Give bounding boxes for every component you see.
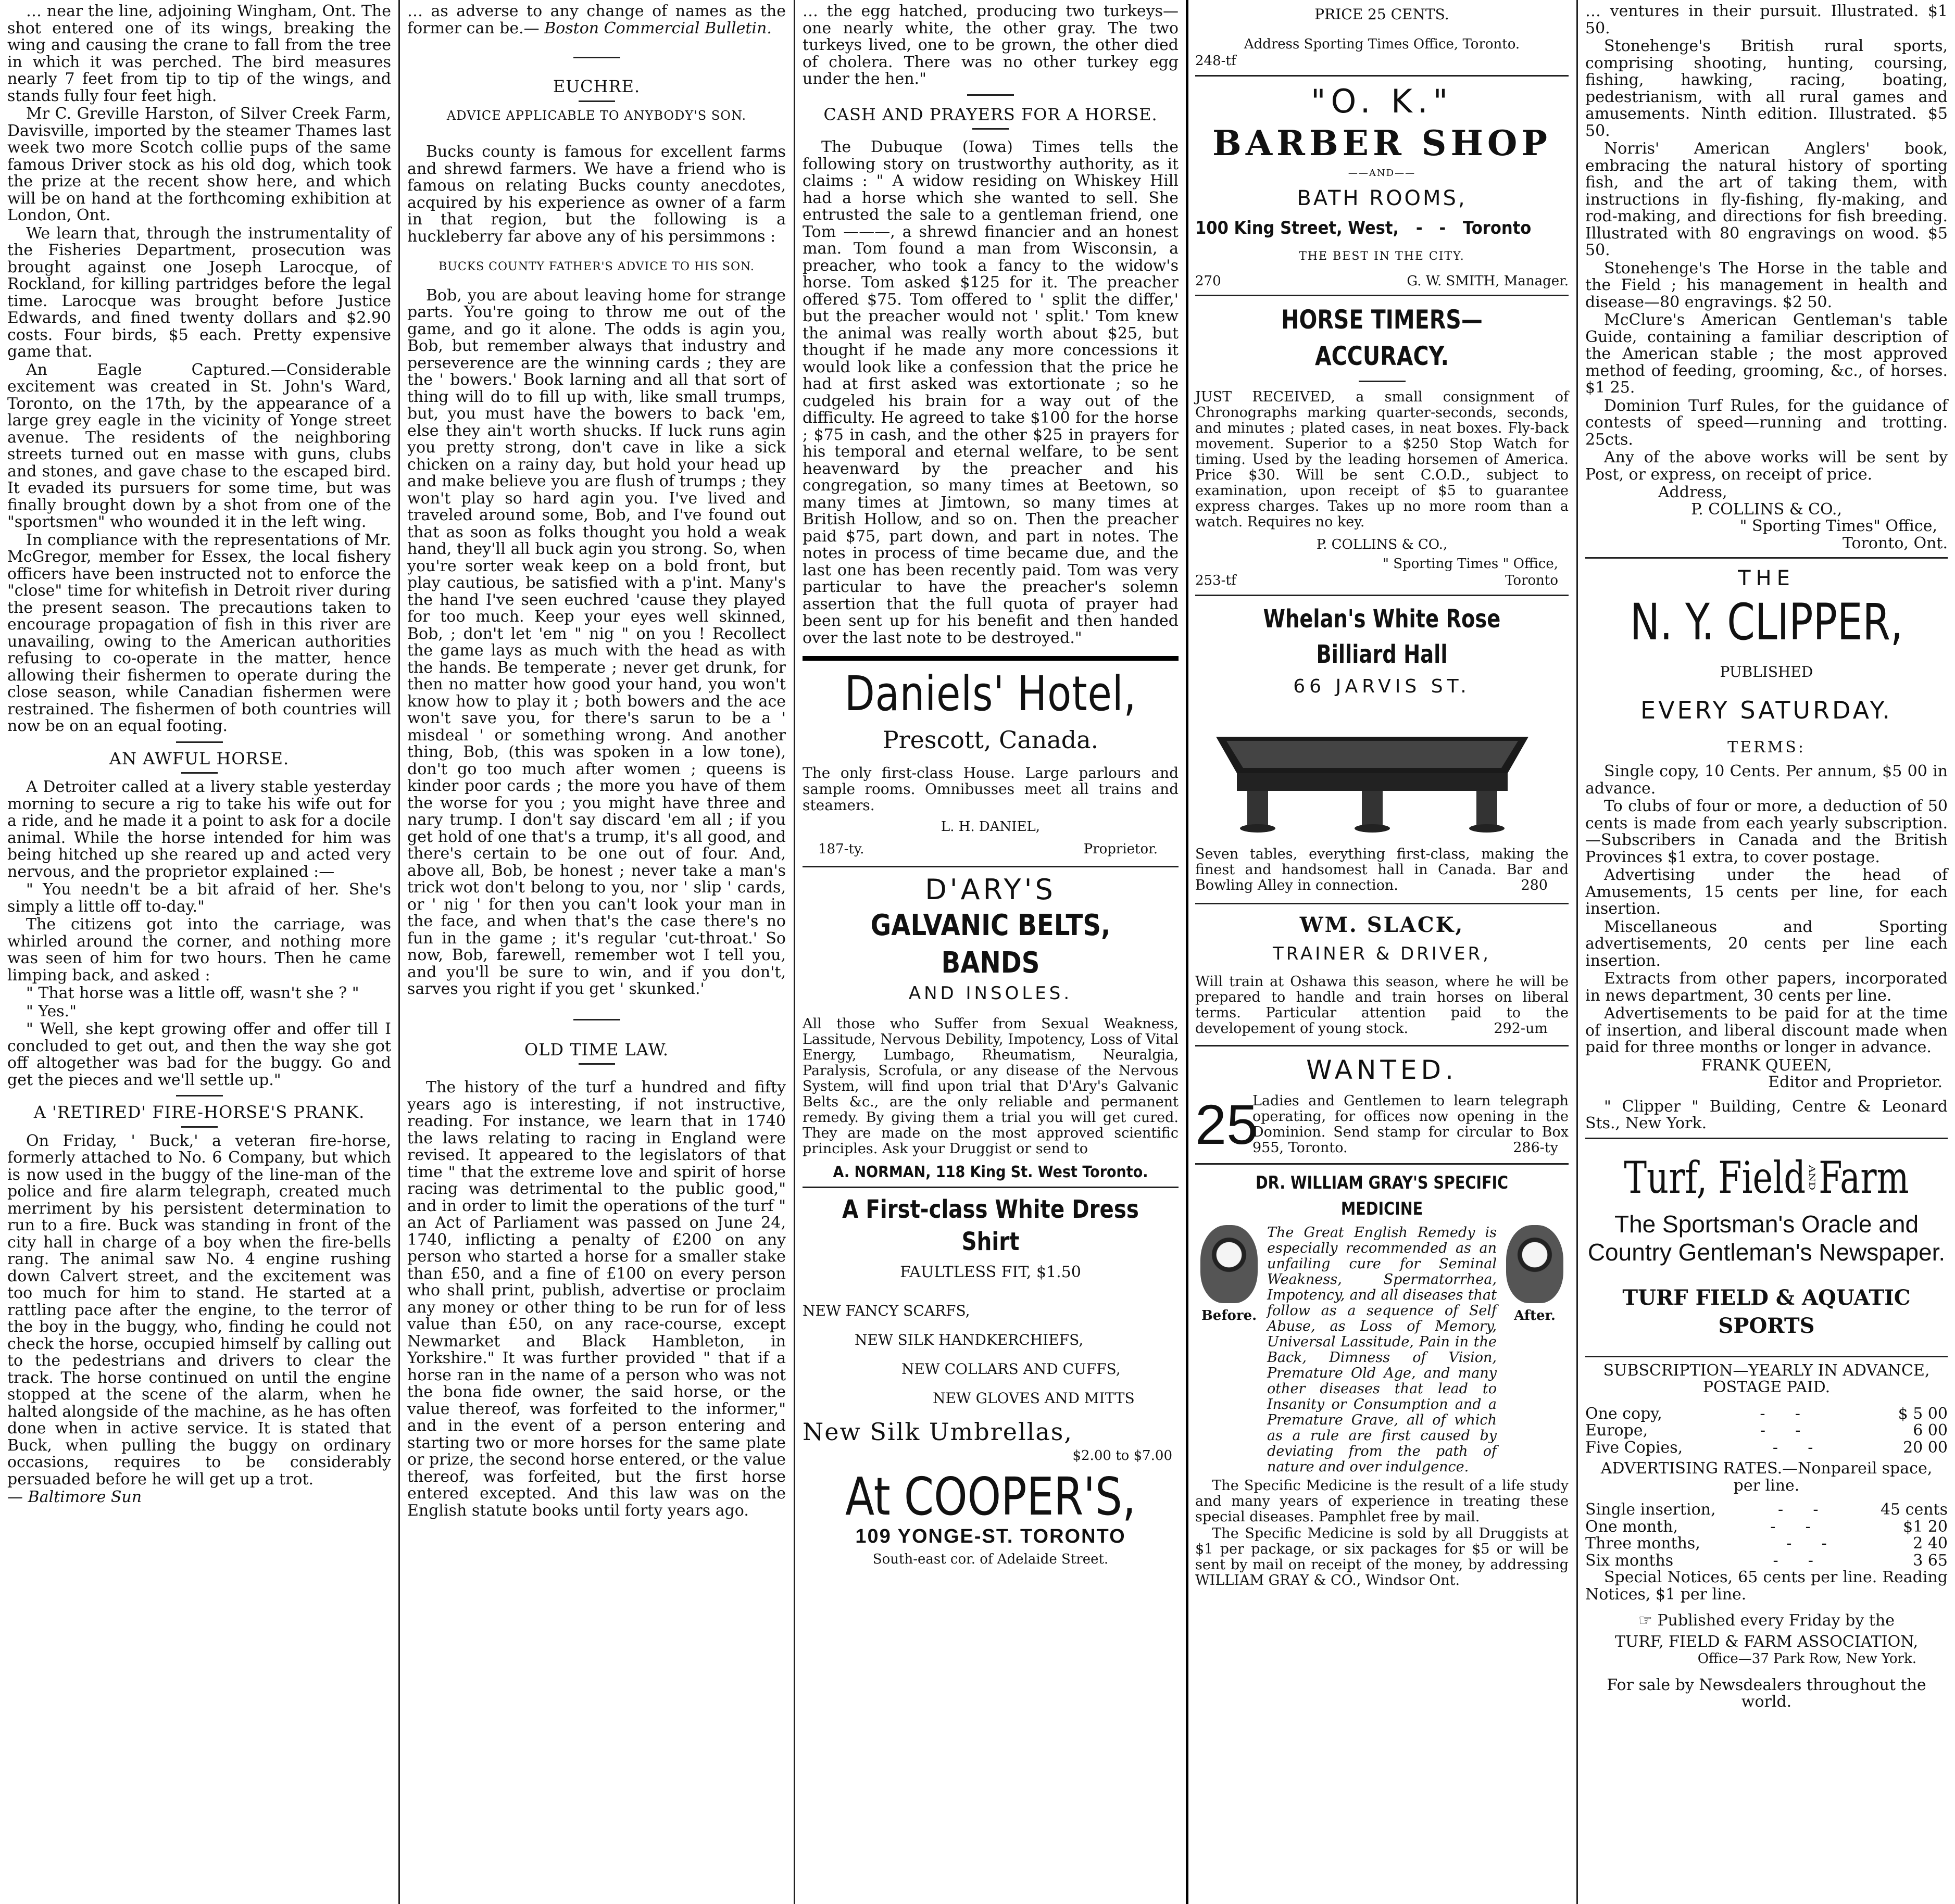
ad-rule — [1585, 1138, 1948, 1139]
books-address-label: Address, — [1658, 483, 1727, 501]
heading-euchre: EUCHRE. — [553, 77, 641, 96]
article-whitefish: In compliance with the representations of Mr. McGregor, member for Essex, the local fishery officers have been instructed not to enforce the "close" time for whitefish in Detroit river during the present season. The precautions taken to encourage propagation of fish in this river are unavailing, owing to the American authorities refusing to co-operate in the matter, hence allowing their fishermen to operate during the close season, while Canadian fishermen were restrained. The fishermen of both countries will now be on an equal footing. — [7, 531, 391, 735]
ad-wanted — [1195, 1052, 1569, 1156]
book-stonehenge-horse: Stonehenge's The Horse in the table and the Field ; his management in health and disease—80 engravings. $2 50. — [1585, 259, 1948, 311]
timers-firm: P. COLLINS & CO., — [1316, 537, 1448, 552]
shirt-umbrellas: New Silk Umbrellas, — [803, 1418, 1073, 1446]
wanted-number: 25 — [1195, 1093, 1258, 1156]
book-norris-anglers: Norris' American Anglers' book, embracing the natural history of sporting fish, and the art of taking them, with instructions in fly-fishing, fly-making, and rod-making, and directions for fish breeding. Illustrated with 80 engravings on wood. $5 50. — [1585, 140, 1948, 259]
awful-p4: " That horse was a little off, wasn't she ? " — [26, 984, 359, 1002]
coopers-name: At COOPER'S, — [845, 1466, 1136, 1527]
divider — [579, 1063, 615, 1065]
wanted-title: WANTED. — [1306, 1055, 1458, 1085]
barber-city: Toronto — [1462, 218, 1532, 238]
whelan-text: Seven tables, everything first-class, making the finest and handsomest hall in Canada. Bar and Bowling Alley in connection. — [1195, 846, 1569, 893]
timers-city: Toronto — [1505, 573, 1558, 588]
and-label: AND — [1369, 167, 1395, 179]
awful-p3: The citizens got into the carriage, was whirled around the corner, and nothing more was seen of him for two hours. Then he came limping back, and asked : — [7, 915, 391, 985]
heading-old-time-law: OLD TIME LAW. — [524, 1039, 669, 1060]
divider — [176, 741, 223, 743]
ad-ny-clipper — [1585, 564, 1948, 1132]
tff-office: Office—37 Park Row, New York. — [1697, 1651, 1916, 1667]
awful-p2: " You needn't be a bit afraid of her. She's simply a little off to-day." — [7, 880, 391, 916]
retired-p1: On Friday, ' Buck,' a veteran fire-horse, formerly attached to No. 6 Company, but which is now used in the buggy of the line-man of the police and fire alarm telegraph, created much merriment by his persistent determination to run to a fire. Buck was standing in front of the city hall in charge of a boy when the fire-bells rang. The animal saw No. 4 engine rushing down Calvert street, and the excitement was too much for him to stand. He started at a rattling pace after the engine, to the terror of the boy in the buggy, who, finding he could not check the horse, occupied himself by calling out to the pedestrians and drivers to clear the track. The horse continued on until the engine stopped at the scene of the alarm, when he halted alongside of the machine, as he has often done when in active service. It is stated that Buck, when pulling the buggy on ordinary occasions, requires to be considerably persuaded before he will get up a trot. — [7, 1131, 391, 1489]
clipper-term-1: Single copy, 10 Cents. Per annum, $5 00 in advance. — [1585, 762, 1948, 798]
cash-p1: The Dubuque (Iowa) Times tells the following story on trustworthy authority, as it claims : " A widow residing on Whiskey Hill had a horse which she wanted to sell. She entrusted the sale to a gentleman friend, one Tom ———, a shrewd financier and an honest man. Tom found a man from Wisconsin, a preacher, who took a fancy to the widow's horse. Tom asked $125 for it. The preacher offered $75. Tom offered to ' split the differ,' but the preacher would not ' split.' Tom knew the animal was really worth about $25, but thought if he made any more concessions it would look like a confession that the price he had at first asked was extortionate ; so he cudgeled his brain for a way out of the difficulty. He agreed to take $100 for the horse ; $75 in cash, and the other $25 in prayers for his temporal and eternal welfare, to be sent heavenward by the preacher and his congregation, so many times at Beetown, so many times at Jimtown, so many times at British Hollow, and so on. Then the preacher paid $75, part down, and part in notes. The notes in process of time became due, and the last one has been recently paid. Tom was very particular to have the preacher's solemn assertion that the full quota of prayer had been sent up for his benefit and then handed over the last note to be destroyed." — [803, 138, 1179, 647]
euchre-advice: Bob, you are about leaving home for strange parts. You're going to throw me out of the game, and go it alone. The odds is agin you, Bob, but remember always that industry and perseverence are the winning cards ; they are the ' bowers.' Book larning and all that sort of thing will do to fill up with, like small trumps, but, you must have the bowers to back 'em, else they ain't worth shucks. If luck runs agin you pretty strong, don't cave in like a sick chicken on a rainy day, but hold your head up and make believe you are flush of trumps ; they won't play so hard agin you. I've lived and traveled around some, Bob, and I've found out that as soon as folks thought you hold a weak hand, they'll all buck agin you strong. So, when you're sorter weak keep on a bold front, but play cautious, be satisfied with a p'int. Many's the hand I've seen euchred 'cause they played for too much. Keep your eyes well skinned, Bob, ; don't let 'em " nig " on you ! Recollect the game lays as much with the head as with the hands. Be temperate ; never get drunk, for then no matter how good your hand, you won't know how to play it ; both bowers and the ace won't save you, for there's sarun to be a ' misdeal ' or something wrong. And another thing, Bob, (this was spoken in a low tone), don't go too much after women ; queens is kinder poor cards ; the more you have of them the worse for you ; you might have three and nary trump. I don't say discard 'em all ; if you get hold of one that's a trump, it's all good, and there's certain to be one out of four. And, above all, Bob, be honest ; never take a man's trick wot don't belong to you, nor ' slip ' cards, or ' nig ' for then you can't look your man in the face, and when that's the case there's no fun in the game ; it's regular 'cut-throat.' So now, Bob, farewell, remember wot I tell you, and you'll be sure to win, and if you don't, sarves you right if you get ' skunked.' — [407, 286, 786, 998]
barber-street: 100 King Street, West, — [1195, 218, 1399, 238]
column-4 — [1188, 0, 1576, 1904]
ad-rule — [803, 656, 1179, 661]
tff-newsdealers: For sale by Newsdealers throughout the world. — [1607, 1675, 1926, 1711]
ok-title: "O. K." — [1310, 82, 1453, 120]
daniels-role: Proprietor. — [1083, 841, 1158, 857]
clipper-title: N. Y. CLIPPER, — [1630, 593, 1903, 651]
tff-and: AND — [1807, 1165, 1818, 1190]
gray-p3: The Specific Medicine is sold by all Druggists at $1 per package, or six packages for $5 or will be sent by mail on receipt of the money, by addressing WILLIAM GRAY & CO., Windsor Ont. — [1195, 1525, 1569, 1588]
clipper-the: THE — [1738, 566, 1795, 590]
book-turf-rules: Dominion Turf Rules, for the guidance of contests of speed—running and trotting. 25cts. — [1585, 396, 1948, 449]
whelan-address: 66 JARVIS ST. — [1293, 675, 1471, 697]
tff-special: Special Notices, 65 cents per line. Reading Notices, $1 per line. — [1585, 1568, 1948, 1604]
ad-ok-barber: "O. K." BARBER SHOP ——AND—— BATH ROOMS, 100 King Street, West, - - Toronto THE BEST IN THE CITY. 270 G. W. SMITH, Manager. — [1195, 82, 1569, 289]
rate-value: $1 20 — [1903, 1517, 1948, 1536]
article-collies: Mr C. Greville Harston, of Silver Creek Farm, Davisville, imported by the steamer Thames last week two more Scotch collie pups of the same famous Driver stock as his old dog, which took the prize at the recent show here, and which will be on hand at the forthcoming exhibition at London, Ont. — [7, 105, 391, 224]
shirt-title: A First-class White Dress Shirt — [842, 1194, 1139, 1256]
ad-coopers-shirts — [803, 1193, 1179, 1568]
source-credit: Boston Commercial Bulletin. — [544, 19, 772, 37]
rate-value: 3 65 — [1913, 1551, 1948, 1570]
shirt-line-gloves: NEW GLOVES AND MITTS — [933, 1390, 1135, 1407]
clipper-term-4: Miscellaneous and Sporting advertisements, 20 cents per line each insertion. — [1585, 917, 1948, 970]
slack-code: 292-um — [1494, 1020, 1548, 1037]
shirt-fit: FAULTLESS FIT, $1.50 — [900, 1263, 1081, 1281]
ad-wm-slack — [1195, 910, 1569, 1037]
ad-rule — [1585, 1356, 1948, 1357]
article-tail: … as adverse to any change of names as the former can be.— — [407, 2, 786, 37]
subheading-advice: ADVICE APPLICABLE TO ANYBODY'S SON. — [446, 108, 747, 123]
article-partridges: We learn that, through the instrumentality of the Fisheries Department, prosecution was brought against one Joseph Larocque, of Rockland, for killing partridges before the legal time. Larocque was brought before Justice Edwards, and fined twenty dollars and $2.90 costs. Four birds, $5 each. Pretty expensive game that. — [7, 224, 391, 361]
law-p1: The history of the turf a hundred and fifty years ago is interesting, if not instructive, reading. For instance, we learn that in 1740 the laws relating to racing in England were revised. It appeared to the legislators of that time " that the extreme love and spirit of horse racing was detrimental to the public good," and in order to limit the operations of the turf " an Act of Parliament was passed on June 24, 1740, inflicting a penalty of £200 on any person who started a horse for a smaller stake than £50, and a fine of £100 on every person who shall print, publish, advertise or proclaim any money or other thing to be run for of less value than £50, on any race-course, except Newmarket and Black Hambleton, in Yorkshire." It was further provided " that if a horse ran in the name of a person who was not the bona fide owner, the said horse, or the value thereof, was forfeited to the informer," and in the event of a person entering and starting two or more horses for the same plate or prize, the second horse entered, or the value thereof, was forfeited, but the first horse entered excepted. And this law was on the English statute books until forty years ago. — [407, 1078, 786, 1520]
ad-darys-belts — [803, 873, 1179, 1181]
price-address: Address Sporting Times Office, Toronto. — [1244, 36, 1520, 52]
rate-label: One month, — [1585, 1517, 1678, 1536]
books-office: " Sporting Times" Office, — [1739, 517, 1937, 535]
tff-aquatic: TURF FIELD & AQUATIC SPORTS — [1622, 1285, 1911, 1338]
ad-rule — [1195, 595, 1569, 596]
divider — [573, 57, 620, 58]
ad-rule — [803, 866, 1179, 867]
article-crane: … near the line, adjoining Wingham, Ont. The shot entered one of its wings, breaking the wing and causing the crane to fall from the tree in which it was perched. The bird measures nearly 7 feet from tip to tip of the wings, and stands fully four feet high. — [7, 2, 391, 105]
book-stonehenge-sports: Stonehenge's British rural sports, comprising shooting, hunting, coursing, fishing, hawking, racing, boating, pedestrianism, with all rural games and amusements. Ninth edition. Illustrated. $5 50. — [1585, 37, 1948, 140]
shirt-line-collars: NEW COLLARS AND CUFFS, — [901, 1360, 1121, 1378]
awful-p1: A Detroiter called at a livery stable yesterday morning to secure a rig to take his wife out for a ride, and he made it a point to ask for a docile animal. While the horse intended for him was being hitched up she reared up and acted very nervous, and the proprietor explained :— — [7, 778, 391, 881]
ad-gray-medicine — [1195, 1170, 1569, 1588]
ad-turf-field-farm — [1585, 1152, 1948, 1711]
shirt-price: $2.00 to $7.00 — [1072, 1448, 1172, 1464]
ad-rule — [1195, 75, 1569, 77]
heading-cash-prayers: CASH AND PRAYERS FOR A HORSE. — [823, 104, 1158, 124]
whelan-title: Whelan's White Rose Billiard Hall — [1263, 604, 1501, 669]
tff-published: Published every Friday by the — [1657, 1611, 1895, 1630]
books-order: Any of the above works will be sent by Post, or express, on receipt of price. — [1585, 448, 1948, 484]
divider — [181, 772, 218, 774]
slack-name: WM. SLACK, — [1299, 913, 1464, 937]
euchre-intro: Bucks county is famous for excellent farms and shrewd farmers. We have a friend who is famous on relating Bucks county anecdotes, acquired by his experience as owner of a farm in that region, but the following is a huckleberry far above any of his persimmons : — [407, 143, 786, 246]
pointing-hand-icon: ☞ — [1638, 1611, 1658, 1630]
ad-sporting-books — [1585, 3, 1948, 552]
ad-whelans-billiard — [1195, 601, 1569, 894]
gray-title: DR. WILLIAM GRAY'S SPECIFIC MEDICINE — [1255, 1172, 1509, 1219]
divider — [573, 1019, 620, 1020]
tff-farm: Farm — [1819, 1152, 1909, 1203]
rate-label: Single insertion, — [1585, 1500, 1716, 1519]
darys-insoles: AND INSOLES. — [908, 983, 1073, 1004]
tff-subscription: SUBSCRIPTION—YEARLY IN ADVANCE, POSTAGE PAID. — [1603, 1361, 1930, 1396]
before-portrait — [1200, 1225, 1258, 1303]
shirt-line-scarfs: NEW FANCY SCARFS, — [803, 1302, 970, 1319]
book-mcclure-guide: McClure's American Gentleman's table Guide, containing a familiar description of the American stable ; the most approved method of feeding, grooming, &c., of horses. $1 25. — [1585, 311, 1948, 397]
divider — [181, 1126, 218, 1128]
price-line: PRICE 25 CENTS. — [1314, 6, 1449, 23]
wanted-code: 286-ty — [1513, 1140, 1558, 1156]
clipper-editor-role: Editor and Proprietor. — [1768, 1073, 1943, 1091]
timers-text: JUST RECEIVED, a small consignment of Chronographs marking quarter-seconds, seconds, and minutes ; plated cases, in neat boxes. Fly-back movement. Superior to a $250 Stop Watch for timing. Used by the leading horsemen of America. Price $30. Will be sent C.O.D., subject to examination, upon receipt of $5 to guarantee express charges. Takes up no more room than a watch. Requires no key. — [1195, 389, 1569, 530]
daniels-place: Prescott, Canada. — [882, 726, 1099, 754]
after-label: After. — [1514, 1307, 1556, 1323]
rate-value: $ 5 00 — [1898, 1404, 1948, 1423]
clipper-every-saturday: EVERY SATURDAY. — [1640, 696, 1893, 724]
gray-p2: The Specific Medicine is the result of a life study and many years of experience in treating these special diseases. Pamphlet free by mail. — [1195, 1478, 1569, 1525]
divider — [967, 94, 1014, 96]
whelan-code: 280 — [1521, 877, 1548, 893]
daniels-name: L. H. DANIEL, — [941, 819, 1041, 835]
article-turkey-tail: … the egg hatched, producing two turkeys—one nearly white, the other gray. The two turkeys lived, one to be grown, the other died of cholera. There was no other turkey egg under the hen." — [803, 2, 1179, 88]
daniels-text: The only first-class House. Large parlours and sample rooms. Omnibusses meet all trains and steamers. — [803, 764, 1179, 814]
rate-label: Europe, — [1585, 1421, 1648, 1440]
clipper-term-6: Advertisements to be paid for at the time of insertion, and liberal discount made when paid for three months or longer in advance. — [1585, 1004, 1948, 1056]
rate-label: One copy, — [1585, 1404, 1662, 1423]
ad-horse-timers — [1195, 301, 1569, 589]
article-eagle: An Eagle Captured.—Considerable excitement was created in St. John's Ward, Toronto, on the 17th, by the appearance of a large grey eagle in the vicinity of Yonge street avenue. The residents of the neighboring streets turned out en masse with guns, clubs and stones, and gave chase to the escaped bird. It evaded its pursuers for some time, but was finally brought down by a shot from one of the "sportsmen" who wounded it in the left wing. — [7, 360, 391, 531]
books-firm: P. COLLINS & CO., — [1691, 500, 1842, 519]
tff-association: TURF, FIELD & FARM ASSOCIATION, — [1614, 1632, 1919, 1651]
ad-rule — [1195, 1163, 1569, 1165]
heading-awful-horse: AN AWFUL HORSE. — [109, 748, 290, 768]
wanted-text: Ladies and Gentlemen to learn telegraph operating, for offices now opening in the Dominion. Send stamp for circular to Box 955, Toronto. — [1252, 1093, 1569, 1156]
ad-rule — [1195, 295, 1569, 296]
barber-best: THE BEST IN THE CITY. — [1299, 250, 1465, 263]
book-line: … ventures in their pursuit. Illustrated. $1 50. — [1585, 2, 1948, 37]
shirt-line-handkerchiefs: NEW SILK HANDKERCHIEFS, — [855, 1331, 1084, 1348]
darys-belts: GALVANIC BELTS, BANDS — [870, 909, 1111, 980]
tff-oracle: The Sportsman's Oracle and Country Gentleman's Newspaper. — [1587, 1210, 1946, 1266]
timers-office: " Sporting Times " Office, — [1382, 556, 1558, 572]
tff-advertising: ADVERTISING RATES.—Nonpareil space, per line. — [1600, 1459, 1933, 1495]
clipper-published: PUBLISHED — [1720, 663, 1813, 680]
clipper-term-2: To clubs of four or more, a deduction of 50 cents is made from each yearly subscription.—Subscribers in Canada and the British Provinces $1 extra, to cover postage. — [1585, 797, 1948, 866]
column-5 — [1578, 0, 1955, 1904]
rate-label: Six months — [1585, 1551, 1674, 1570]
slack-subtitle: TRAINER & DRIVER, — [1273, 943, 1491, 964]
timers-title: HORSE TIMERS—ACCURACY. — [1281, 305, 1483, 371]
daniels-title: Daniels' Hotel, — [844, 666, 1137, 722]
rate-value: 2 40 — [1913, 1534, 1948, 1553]
ad-rule — [1585, 557, 1948, 559]
rate-label: Five Copies, — [1585, 1438, 1683, 1457]
billiard-table-illustration — [1195, 711, 1549, 836]
tff-subscription-rates: One copy, - - $ 5 00 Europe, - - 6 00 Five Copies, - - 20 00 — [1585, 1404, 1948, 1457]
clipper-term-5: Extracts from other papers, incorporated in news department, 30 cents per line. — [1585, 969, 1948, 1005]
tff-turf-field: Turf, Field — [1624, 1152, 1806, 1203]
price-code: 248-tf — [1195, 53, 1236, 69]
clipper-terms: TERMS: — [1727, 738, 1806, 756]
ad-daniels-hotel — [803, 667, 1179, 858]
coopers-address: 109 YONGE-ST. TORONTO — [855, 1525, 1126, 1547]
barber-shop: BARBER SHOP — [1212, 122, 1551, 163]
rate-label: Three months, — [1585, 1534, 1700, 1553]
awful-p6: " Well, she kept growing offer and offer till I concluded to get out, and then the way she got off altogether was bad for the buggy. Go and get the pieces and we'll settle up." — [7, 1020, 391, 1089]
column-3 — [795, 0, 1186, 1904]
divider — [1359, 381, 1406, 382]
subheading-father-advice: BUCKS COUNTY FATHER'S ADVICE TO HIS SON. — [438, 260, 755, 273]
clipper-editor: FRANK QUEEN, — [1701, 1056, 1832, 1075]
bath-rooms: BATH ROOMS, — [1297, 186, 1467, 210]
rate-value: 20 00 — [1903, 1438, 1948, 1457]
divider — [972, 128, 1009, 130]
divider — [579, 100, 615, 102]
books-city: Toronto, Ont. — [1842, 534, 1948, 552]
barber-code: 270 — [1195, 273, 1221, 289]
clipper-term-3: Advertising under the head of Amusements, 15 cents per line, for each insertion. — [1585, 866, 1948, 918]
ad-rule — [803, 1187, 1179, 1188]
divider — [176, 1095, 223, 1096]
column-1 — [0, 0, 398, 1904]
ad-rule — [1195, 903, 1569, 904]
timers-code: 253-tf — [1195, 573, 1236, 588]
clipper-building: " Clipper " Building, Centre & Leonard Sts., New York. — [1585, 1097, 1948, 1132]
daniels-code: 187-ty. — [818, 841, 864, 857]
darys-address: A. NORMAN, 118 King St. West Toronto. — [833, 1163, 1148, 1181]
rate-value: 6 00 — [1913, 1421, 1948, 1440]
column-2 — [400, 0, 793, 1904]
before-label: Before. — [1201, 1307, 1257, 1323]
gray-intro: The Great English Remedy is especially recommended as an unfailing cure for Seminal Weakness, Spermatorrhea, Impotency, and all diseases that follow as a sequence of Self Abuse, as Loss of Memory, Universal Lassitude, Pain in the Back, Dimness of Vision, Premature Old Age, and many other diseases that lead to Insanity or Consumption and a Premature Grave, all of which as a rule are first caused by deviating from the path of nature and over indulgence. — [1267, 1225, 1497, 1475]
darys-text: All those who Suffer from Sexual Weakness, Lassitude, Nervous Debility, Impotency, Loss of Vital Energy, Lumbago, Rheumatism, Neuralgia, Paralysis, Scrofula, or any disease of the Nervous System, will find upon trial that D'Ary's Galvanic Belts &c., are the only reliable and permanent remedy. By giving them a trial you will get cured. They are made on the most approved scientific principles. Ask your Druggist or send to — [803, 1016, 1179, 1157]
tff-advertising-rates: Single insertion, - - 45 cents One month, - - $1 20 Three months, - - 2 40 Six months - - 3 65 — [1585, 1500, 1948, 1570]
rate-value: 45 cents — [1880, 1500, 1948, 1519]
ad-rule — [1195, 1045, 1569, 1046]
darys-title: D'ARY'S — [925, 873, 1056, 906]
slack-text: Will train at Oshawa this season, where he will be prepared to handle and train horses on liberal terms. Particular attention paid to the developement of young stock. — [1195, 974, 1569, 1037]
after-portrait — [1506, 1225, 1563, 1303]
source-credit: — Baltimore Sun — [7, 1488, 142, 1506]
heading-retired-fire-horse: A 'RETIRED' FIRE-HORSE'S PRANK. — [33, 1102, 365, 1122]
awful-p5: " Yes." — [26, 1002, 77, 1020]
barber-manager: G. W. SMITH, Manager. — [1407, 273, 1569, 289]
coopers-corner: South-east cor. of Adelaide Street. — [872, 1552, 1109, 1567]
